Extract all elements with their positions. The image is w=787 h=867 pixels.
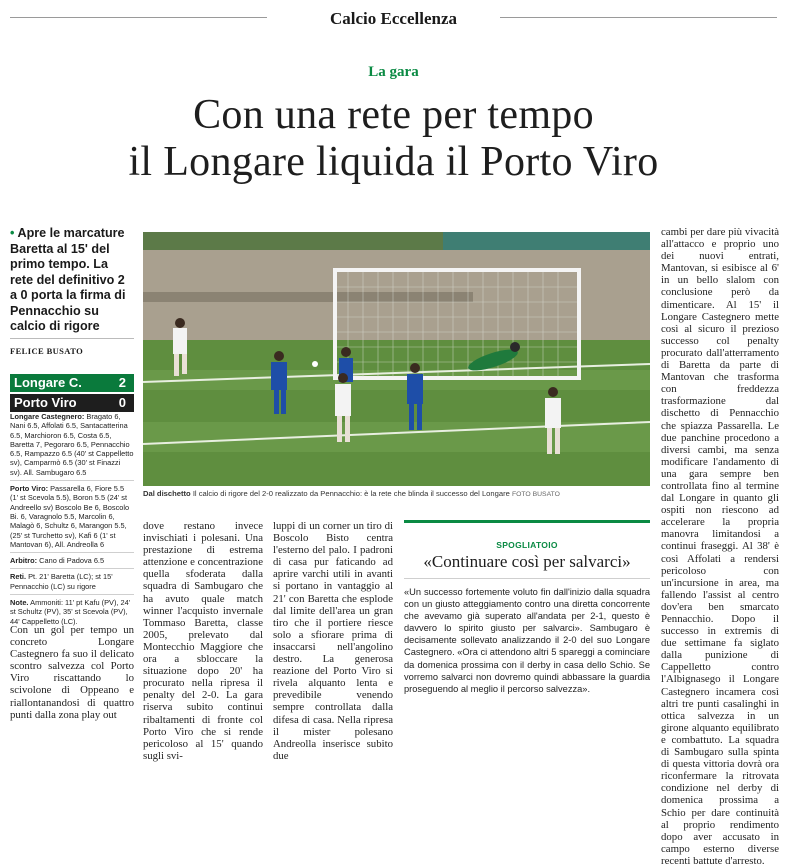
caption-text: Il calcio di rigore del 2-0 realizzato da Pennacchio: è la rete che blinda il successo del Longare xyxy=(192,489,510,498)
referee-text: Cano di Padova 6.5 xyxy=(39,556,105,566)
box-text: «Un successo fortemente voluto fin dall'inizio dalla squadra con un giusto atteggiamento contro una diretta concorrente che avevamo già superato all'andata per 2-1, questo è davvero lo spirito giusto per salvarci». Sambugaro è decisamente sollevato analizzando il 2-0 del suo Longare Castegnero. «Ora ci attendono altri 5 spareggi a cominciare da domenica prossima con il derby in casa dello Schio. Se vorremo salvarci non dovremo quindi abbassare la guardia proseguendo al meglio il percorso salvezza». xyxy=(404,587,650,694)
away-goals: 0 xyxy=(118,395,126,410)
home-goals: 2 xyxy=(118,375,126,390)
referee xyxy=(10,556,134,569)
box-accent-bar xyxy=(404,520,650,523)
locker-room-box xyxy=(404,520,650,720)
notes-text: Ammoniti: 11' pt Kafu (PV), 24' st Schultz (PV), 35' st Scevola (PV), 44' Cappelletto (LC). xyxy=(10,598,131,626)
body-column-4: cambi per dare più vivacità all'attacco e proprio uno dei nuovi entrati, Mantovan, si esibisce al 6' in un bello slalom con conclusione però da dimenticare. Al 15' il Longare Castegnero mette così al sicuro il prezioso successo col penalty procurato dall'atterramento di Baretta da parte di Mantovan che trasforma con freddezza trasformazione dal dischetto di Pennacchio che spiazza Passarella. Le due panchine procedono a diversi cambi, ma senza modificare l'andamento di una gara sempre ben controllata fino al termine dal Longare in quanto gli ospiti non riescono ad accelerare la propria manovra limitandosi a continui fraseggi. Al 38' è così Affolati a rendersi pericoloso con un'incursione in area, ma fallendo l'assist al centro dov'era ben smarcato Pennacchio. Dopo il successo in extremis di due settimane fa siglato dalla punizione di Cappelletto contro l'Albignasego il Longare Castegnero incamera così altri tre punti casalinghi in ottica salvezza in un girone alquanto equilibrato e combattuto. La squadra di Sambugaro sulla spinta di questa vittoria dovrà ora riconfermare la ritrovata condizione nel derby di domenica prossima a Schio per dare continuità al proprio rendimento dopo aver accusato in campo esterno diverse recenti battute d'arresto. xyxy=(661,226,779,867)
scoreboard xyxy=(10,374,134,412)
summary-block xyxy=(10,226,134,356)
notes-label: Note. xyxy=(10,598,29,608)
goals-text: Pt. 21' Baretta (LC); st 15' Pennacchio (LC) su rigore xyxy=(10,572,113,591)
home-team: Longare C. xyxy=(14,375,82,390)
lineup-home xyxy=(10,412,134,481)
section-header xyxy=(0,0,787,34)
box-quote: «Continuare così per salvarci» xyxy=(423,552,631,571)
article-summary xyxy=(10,226,134,335)
article-kicker: La gara xyxy=(368,64,419,80)
headline-line-2: il Longare liquida il Porto Viro xyxy=(128,139,659,185)
section-title: Calcio Eccellenza xyxy=(330,9,457,28)
score-row-away xyxy=(10,394,134,412)
lineup-home-label: Longare Castegnero: xyxy=(10,412,85,421)
match-photo xyxy=(143,232,650,486)
lineup-away-label: Porto Viro: xyxy=(10,484,49,494)
caption-lead: Dal dischetto xyxy=(143,489,191,498)
body-column-3: luppi di un corner un tiro di Boscolo Bisto centra l'esterno del palo. I padroni di casa pur faticando ad aprire varchi utili in avanti si portano in vantaggio al 21' con Baretta che esplode dal limite dell'area un gran tiro che il portiere riesce solo a sfiorare prima di insaccarsi nell'angolino destro. La generosa reazione del Porto Viro si rivela alquanto lenta e prevedibile venendo sempre controllata dalla difesa di casa. Nella ripresa il mister polesano Andreolla inserisce subito due xyxy=(273,520,393,762)
box-divider xyxy=(404,578,650,579)
goals xyxy=(10,572,134,595)
score-row-home xyxy=(10,374,134,392)
header-rule-right xyxy=(500,17,777,18)
body-column-2: dove restano invece invischiati i polesani. Una prestazione di estrema attenzione e concentrazione quella sfoderata dalla squadra di Sambugaro che ha avuto quale match winner l'acquisto invernale Tommaso Baretta, classe 2005, prelevato dal Montecchio Maggiore che ora a sbloccare la situazione dopo 20' ha procurato nella ripresa il penalty del 2-0. La gara riserva subito continui ribaltamenti di fronte col Porto Viro che si rende pericoloso al 15' quando sugli svi- xyxy=(143,520,263,762)
photo-caption xyxy=(143,489,650,500)
headline-line-1: Con una rete per tempo xyxy=(193,92,594,138)
lineup-away-text: Passarella 6, Fiore 5.5 (1' st Scevola 5.5), Boron 5.5 (24' st Andreello sv) Boscolo Be 6, Boscolo Bi. 6, Varagnolo 5.5, Marcolin 6, Malagò 6, Schultz 6, Marangon 5.5, (25' st Turchetto sv), Kafi 6 (1' st Mantovan 6), All. Andreolla 6 xyxy=(10,484,130,549)
photo-credit: FOTO BUSATO xyxy=(511,491,560,498)
body-column-1: Con un gol per tempo un concreto Longare Castegnero fa suo il delicato scontro salvezza col Porto Viro riscattando lo scivolone di Oppeano e riallontanandosi di quattro punti dalla zona play out xyxy=(10,624,134,721)
lineup-away xyxy=(10,484,134,553)
article-headline xyxy=(0,92,787,186)
goals-label: Reti. xyxy=(10,572,27,582)
summary-text: Apre le marcature Baretta al 15' del primo tempo. La rete del definitivo 2 a 0 porta la firma di Pennacchio su calcio di rigore xyxy=(10,226,126,333)
lineup-home-text: Bragato 6, Nani 6.5, Affolati 6.5, Santacatterina 6.5, Marchioron 6.5, Costa 6.5, Baretta 7, Pegoraro 6.5, Pennacchio 6.5, Rampazzo 6.5 (40' st Cappelletto sv), Camparmò 6.5 (30' st Finazzi sv). All. Sambugaro 6.5 xyxy=(10,412,134,477)
away-team: Porto Viro xyxy=(14,395,77,410)
referee-label: Arbitro: xyxy=(10,556,38,566)
penalty-scene-illustration xyxy=(143,232,650,486)
summary-bullet: • xyxy=(10,226,15,240)
byline-divider xyxy=(10,338,134,339)
byline: FELICE BUSATO xyxy=(10,346,84,356)
box-label: SPOGLIATOIO xyxy=(496,540,558,550)
match-report xyxy=(10,412,134,632)
